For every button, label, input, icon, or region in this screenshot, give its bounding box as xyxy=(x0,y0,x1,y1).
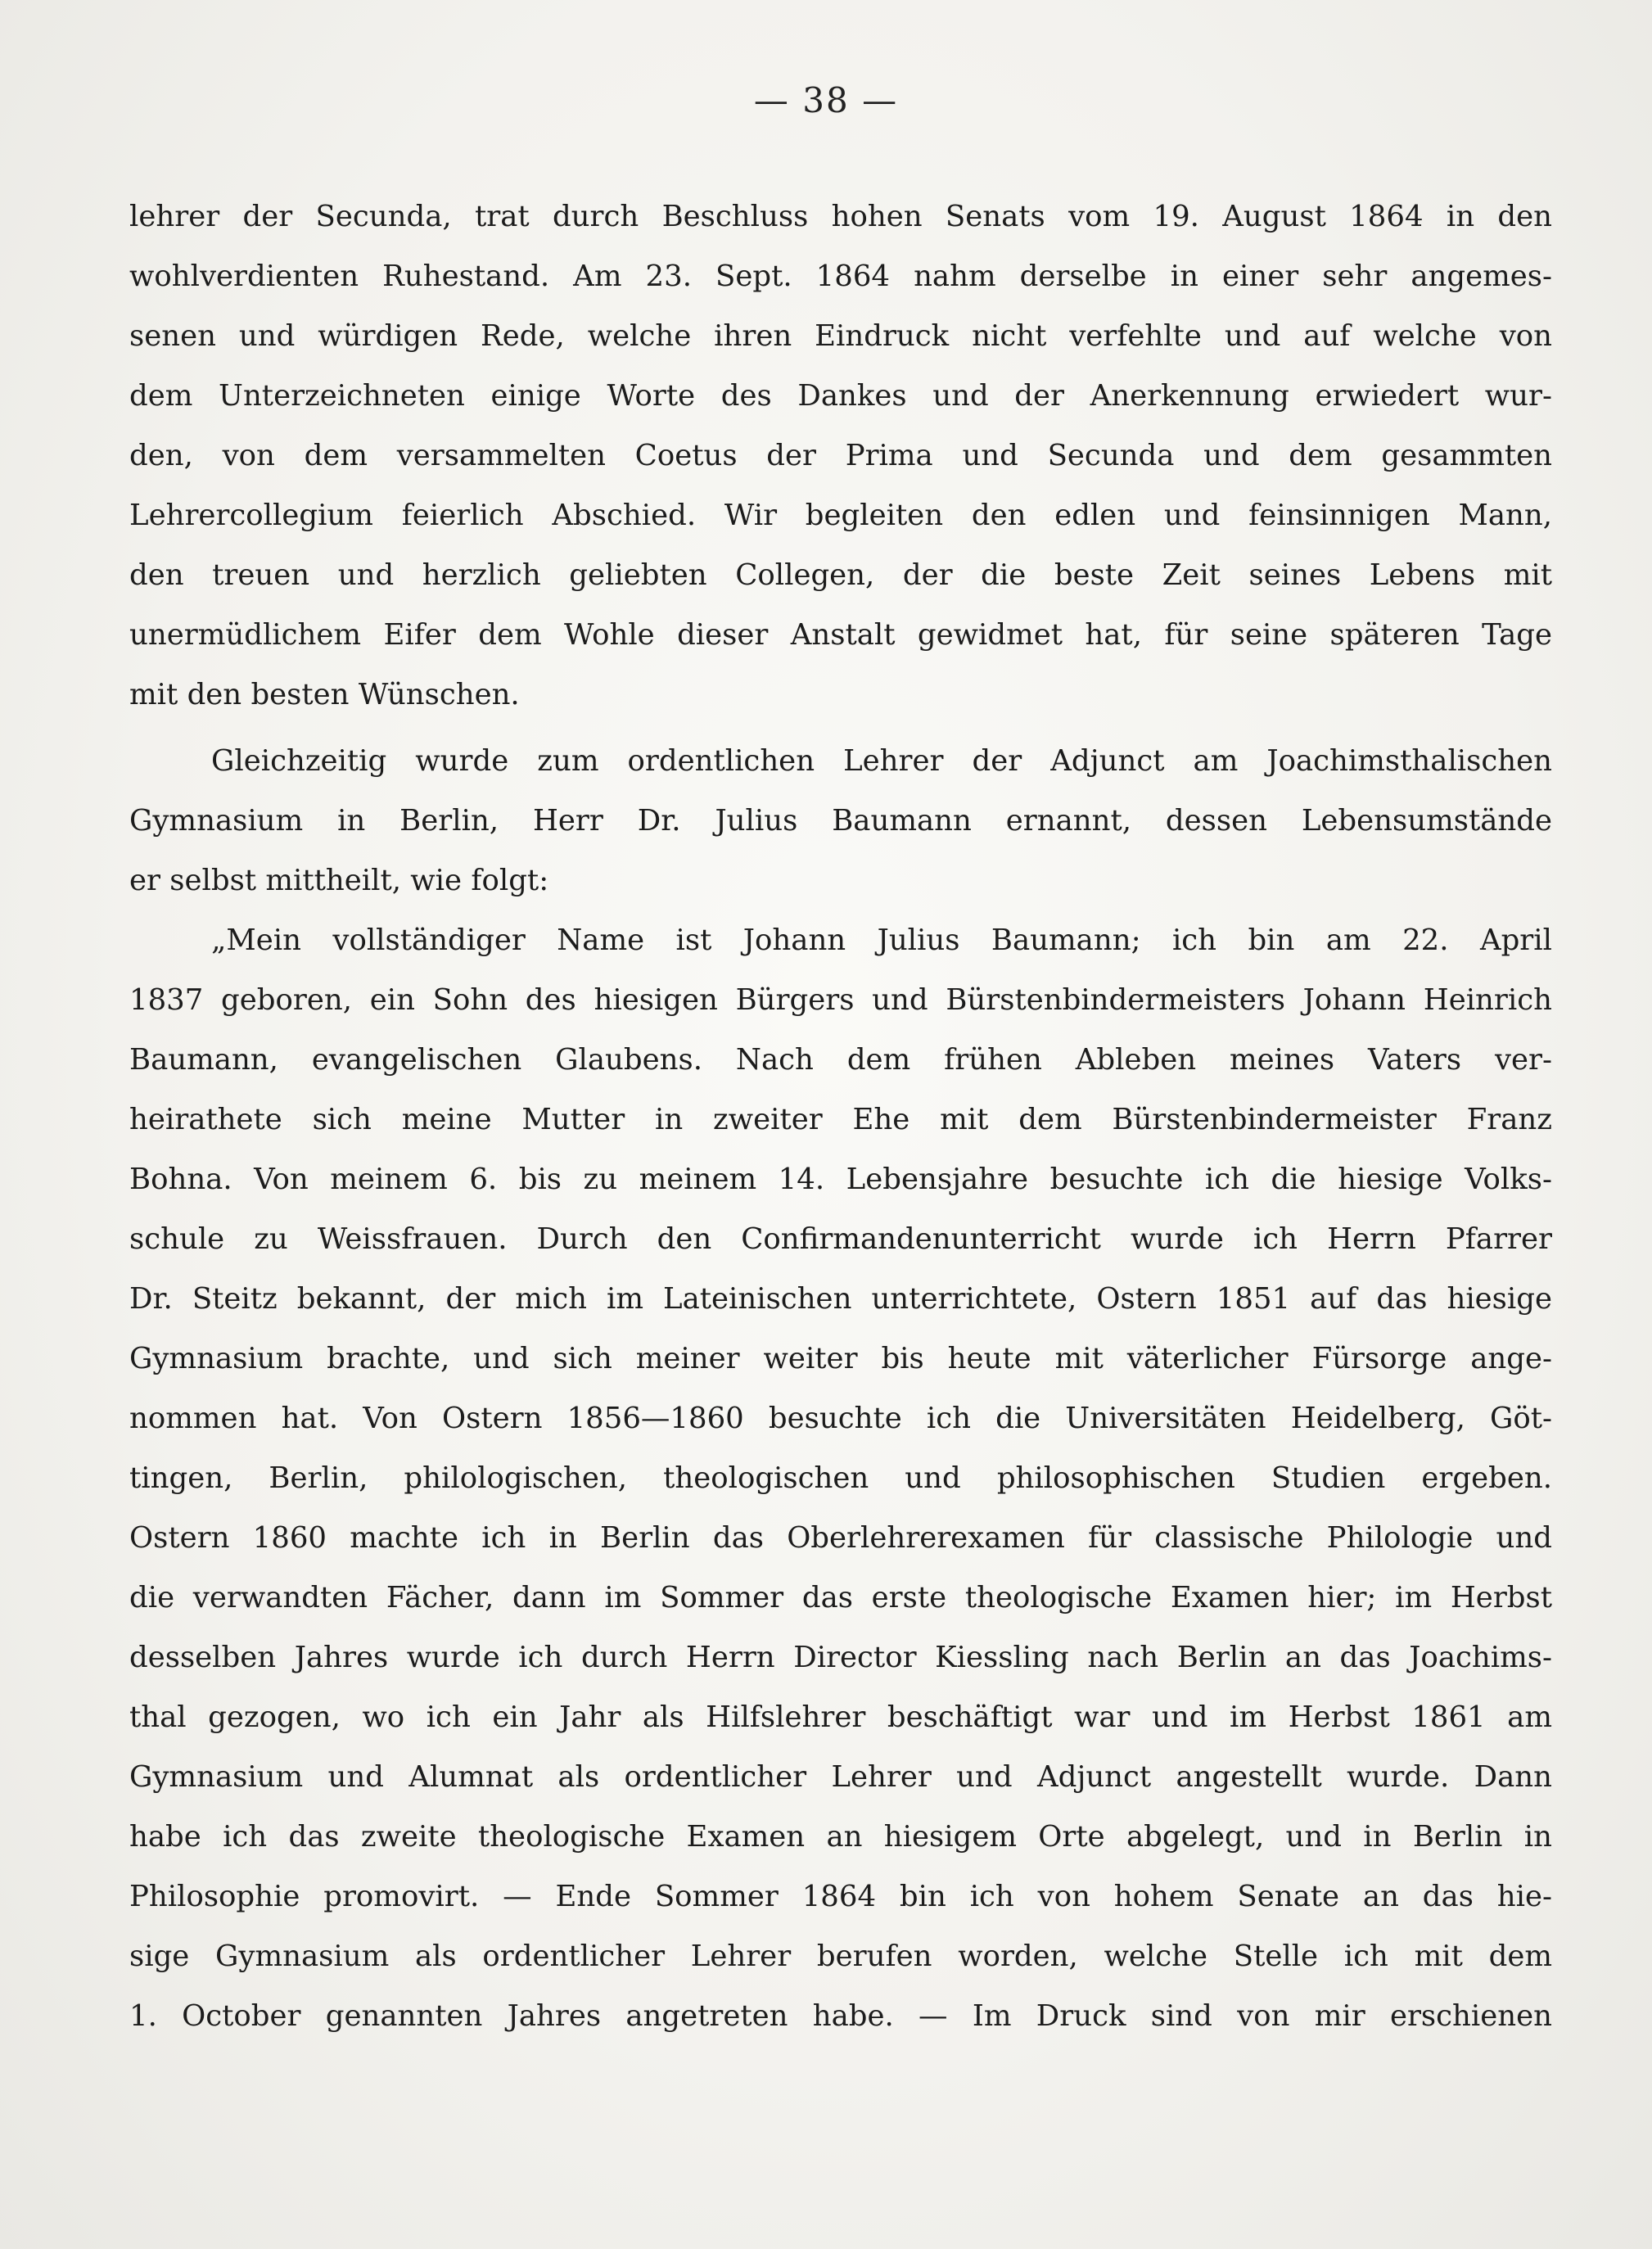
text-line: sige Gymnasium als ordentlicher Lehrer berufen worden, welche Stelle ich mit dem xyxy=(129,1940,1552,1973)
text-line: 1. October genannten Jahres angetreten habe. — Im Druck sind von mir erschienen xyxy=(129,1999,1552,2033)
text-line: Gleichzeitig wurde zum ordentlichen Lehrer der Adjunct am Joachimsthalischen xyxy=(211,744,1552,778)
text-line: „Mein vollständiger Name ist Johann Julius Baumann; ich bin am 22. April xyxy=(211,924,1552,957)
text-line: Lehrercollegium feierlich Abschied. Wir begleiten den edlen und feinsinnigen Mann, xyxy=(129,499,1552,532)
text-line: Baumann, evangelischen Glaubens. Nach dem frühen Ableben meines Vaters ver- xyxy=(129,1043,1552,1077)
text-line: tingen, Berlin, philologischen, theologischen und philosophischen Studien ergeben. xyxy=(129,1461,1552,1495)
text-line: Dr. Steitz bekannt, der mich im Lateinischen unterrichtete, Ostern 1851 auf das hiesige xyxy=(129,1282,1552,1316)
text-line: Ostern 1860 machte ich in Berlin das Oberlehrerexamen für classische Philologie und xyxy=(129,1521,1552,1555)
text-line: er selbst mittheilt, wie folgt: xyxy=(129,864,549,897)
text-line: den treuen und herzlich geliebten Collegen, der die beste Zeit seines Lebens mit xyxy=(129,558,1552,592)
text-line: dem Unterzeichneten einige Worte des Dankes und der Anerkennung erwiedert wur- xyxy=(129,379,1552,413)
text-line: Bohna. Von meinem 6. bis zu meinem 14. Lebensjahre besuchte ich die hiesige Volks- xyxy=(129,1163,1552,1196)
text-line: nommen hat. Von Ostern 1856—1860 besuchte ich die Universitäten Heidelberg, Göt- xyxy=(129,1402,1552,1435)
text-line: Gymnasium brachte, und sich meiner weiter bis heute mit väterlicher Fürsorge ange- xyxy=(129,1342,1552,1375)
paragraph-3 xyxy=(129,910,1552,2046)
body-text xyxy=(129,187,1552,2046)
text-line: lehrer der Secunda, trat durch Beschluss hohen Senats vom 19. August 1864 in den xyxy=(129,200,1552,233)
text-line: 1837 geboren, ein Sohn des hiesigen Bürgers und Bürstenbindermeisters Johann Heinrich xyxy=(129,983,1552,1017)
text-line: heirathete sich meine Mutter in zweiter Ehe mit dem Bürstenbindermeister Franz xyxy=(129,1103,1552,1136)
text-line: desselben Jahres wurde ich durch Herrn Director Kiessling nach Berlin an das Joachims- xyxy=(129,1641,1552,1674)
text-line: den, von dem versammelten Coetus der Prima und Secunda und dem gesammten xyxy=(129,439,1552,472)
text-line: thal gezogen, wo ich ein Jahr als Hilfslehrer beschäftigt war und im Herbst 1861 am xyxy=(129,1700,1552,1734)
paragraph-1 xyxy=(129,187,1552,725)
page-number: — 38 — xyxy=(753,80,899,120)
text-line: unermüdlichem Eifer dem Wohle dieser Anstalt gewidmet hat, für seine späteren Tage xyxy=(129,618,1552,652)
text-line: mit den besten Wünschen. xyxy=(129,678,520,711)
text-line: Philosophie promovirt. — Ende Sommer 1864 bin ich von hohem Senate an das hie- xyxy=(129,1880,1552,1913)
text-line: wohlverdienten Ruhestand. Am 23. Sept. 1864 nahm derselbe in einer sehr angemes- xyxy=(129,260,1552,293)
text-line: Gymnasium in Berlin, Herr Dr. Julius Baumann ernannt, dessen Lebensumstände xyxy=(129,804,1552,838)
text-line: schule zu Weissfrauen. Durch den Confirmandenunterricht wurde ich Herrn Pfarrer xyxy=(129,1222,1552,1256)
text-line: senen und würdigen Rede, welche ihren Eindruck nicht verfehlte und auf welche von xyxy=(129,319,1552,353)
text-line: die verwandten Fächer, dann im Sommer das erste theologische Examen hier; im Herbst xyxy=(129,1581,1552,1614)
text-line: Gymnasium und Alumnat als ordentlicher Lehrer und Adjunct angestellt wurde. Dann xyxy=(129,1760,1552,1794)
text-line: habe ich das zweite theologische Examen an hiesigem Orte abgelegt, und in Berlin in xyxy=(129,1820,1552,1854)
paragraph-2 xyxy=(129,731,1552,910)
